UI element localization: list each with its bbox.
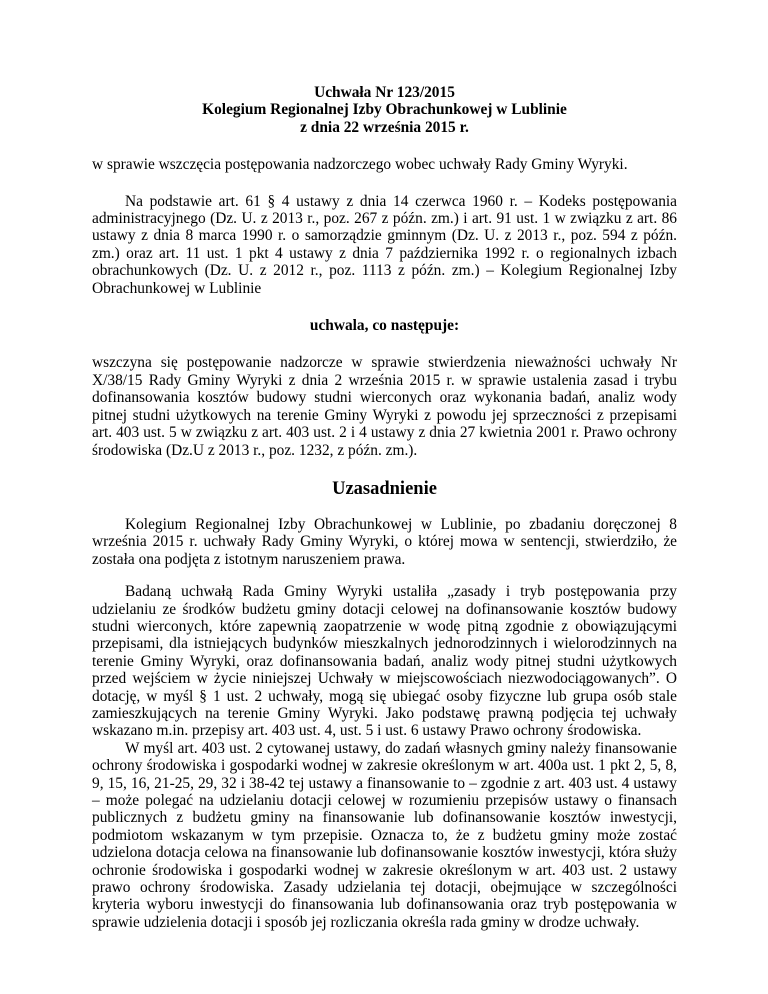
issuing-body: Kolegium Regionalnej Izby Obrachunkowej w Lublinie <box>202 101 567 119</box>
resolution-date: z dnia 22 września 2015 r. <box>300 118 469 136</box>
decision-paragraph: wszczyna się postępowanie nadzorcze w sprawie stwierdzenia nieważności uchwały Nr X/38/15 Rady Gminy Wyryki z dnia 2 września 2015 r. w sprawie ustalenia zasad i trybu dofinansowania kosztów budowy studni wierconych oraz wykonania badań, analiz wody pitnej studni użytkowych na terenie Gminy Wyryki z powodu jej sprzeczności z przepisami art. 403 ust. 5 w związku z art. 403 ust. 2 i 4 ustawy z dnia 27 kwietnia 2001 r. Prawo ochrony środowiska (Dz.U z 2013 r., poz. 1232, z późn. zm.). <box>92 354 677 459</box>
justification-title: Uzasadnienie <box>332 478 437 499</box>
document-page <box>92 76 677 931</box>
resolves-heading: uchwala, co następuje: <box>309 317 460 335</box>
resolution-header <box>92 84 677 136</box>
resolution-number: Uchwała Nr 123/2015 <box>314 84 455 101</box>
justification-paragraph: Badaną uchwałą Rada Gminy Wyryki ustaliła „zasady i tryb postępowania przy udzielaniu ze środków budżetu gminy dotacji celowej na dofinansowanie kosztów budowy studni wierconych, które zapewnią zaopatrzenie w wodę pitną zgodnie z obowiązującymi przepisami, dla istniejących budynków mieszkalnych jednorodzinnych i wielorodzinnych na terenie Gminy Wyryki, oraz dofinansowania badań, analiz wody pitnej studni użytkowych przed wejściem w życie niniejszej Uchwały w miejscowościach niezwodociągowanych”. O dotację, w myśl § 1 ust. 2 uchwały, mogą się ubiegać osoby fizyczne lub grupa osób stale zamieszkujących na terenie Gminy Wyryki. Jako podstawę prawną podjęcia tej uchwały wskazano m.in. przepisy art. 403 ust. 4, ust. 5 i ust. 6 ustawy Prawo ochrony środowiska. <box>92 583 677 740</box>
justification-paragraph: W myśl art. 403 ust. 2 cytowanej ustawy, do zadań własnych gminy należy finansowanie ochrony środowiska i gospodarki wodnej w zakresie określonym w art. 400a ust. 1 pkt 2, 5, 8, 9, 15, 16, 21-25, 29, 32 i 38-42 tej ustawy a finansowanie to – zgodnie z art. 403 ust. 4 ustawy – może polegać na udzielaniu dotacji celowej w rozumieniu przepisów ustawy o finansach publicznych z budżetu gminy na finansowanie lub dofinansowanie kosztów inwestycji, podmiotom wskazanym w tym przepisie. Oznacza to, że z budżetu gminy może zostać udzielona dotacja celowa na finansowanie lub dofinansowanie kosztów inwestycji, która służy ochronie środowiska i gospodarki wodnej w zakresie określonym w art. 403 ust. 2 ustawy prawo ochrony środowiska. Zasady udzielania tej dotacji, obejmujące w szczególności kryteria wyboru inwestycji do finansowania lub dofinansowania oraz tryb postępowania w sprawie udzielenia dotacji i sposób jej rozliczania określa rada gminy w drodze uchwały. <box>92 739 677 931</box>
resolution-subject: w sprawie wszczęcia postępowania nadzorczego wobec uchwały Rady Gminy Wyryki. <box>92 156 628 174</box>
legal-basis-paragraph: Na podstawie art. 61 § 4 ustawy z dnia 14 czerwca 1960 r. – Kodeks postępowania administracyjnego (Dz. U. z 2013 r., poz. 267 z późn. zm.) i art. 91 ust. 1 w związku z art. 86 ustawy z dnia 8 marca 1990 r. o samorządzie gminnym (Dz. U. z 2013 r., poz. 594 z późn. zm.) oraz art. 11 ust. 1 pkt 4 ustawy z dnia 7 października 1992 r. o regionalnych izbach obrachunkowych (Dz. U. z 2012 r., poz. 1113 z późn. zm.) – Kolegium Regionalnej Izby Obrachunkowej w Lublinie <box>92 192 677 297</box>
justification-paragraph: Kolegium Regionalnej Izby Obrachunkowej w Lublinie, po zbadaniu doręczonej 8 września 2015 r. uchwały Rady Gminy Wyryki, o której mowa w sentencji, stwierdziło, że została ona podjęta z istotnym naruszeniem prawa. <box>92 515 677 568</box>
